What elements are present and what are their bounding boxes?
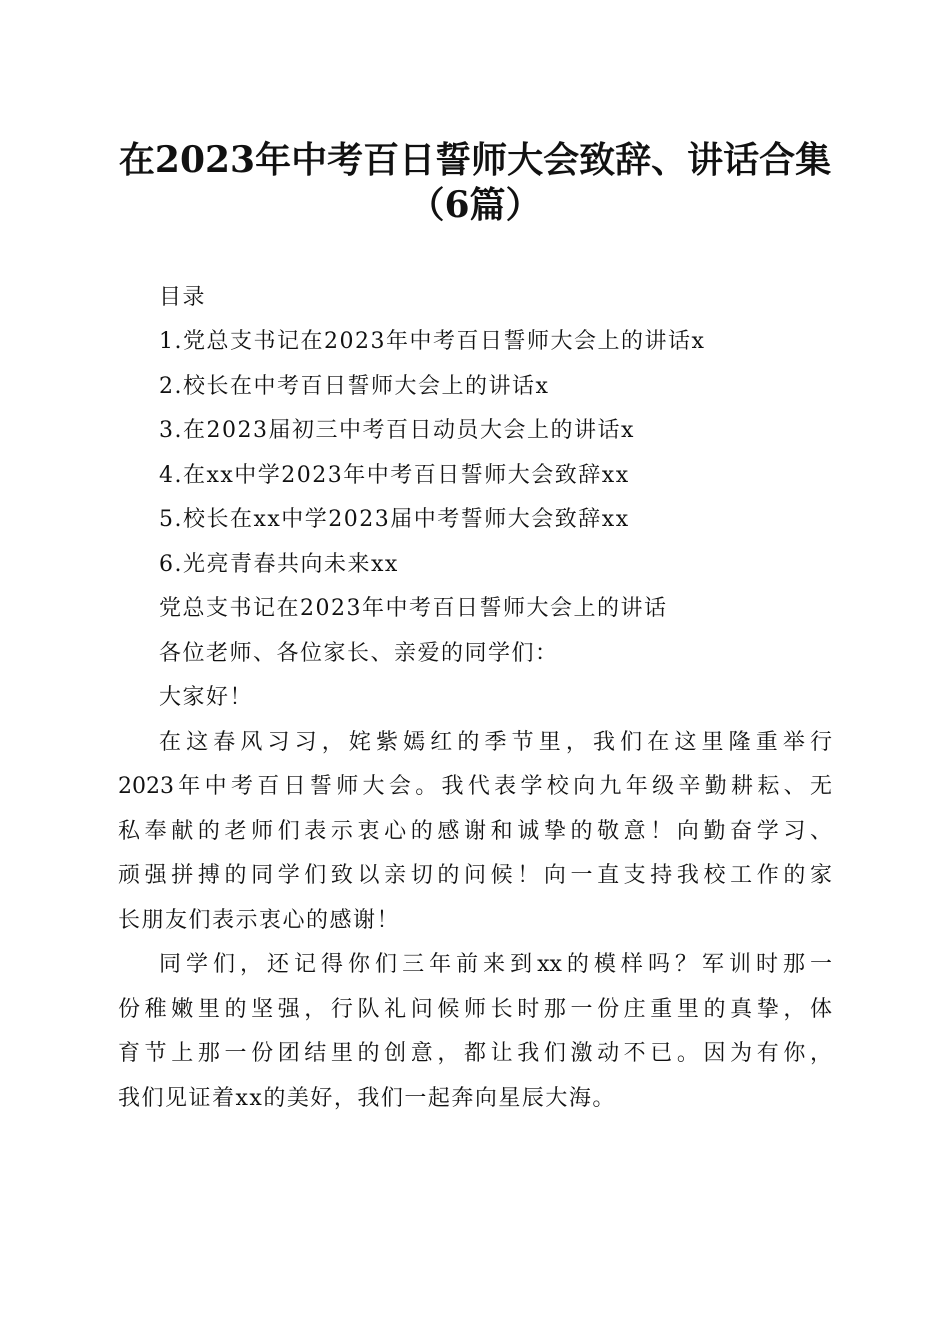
section-title: 党总支书记在2023年中考百日誓师大会上的讲话	[159, 596, 668, 621]
toc-item: 6.光亮青春共向未来xx	[159, 552, 399, 577]
document-title: 在2023年中考百日誓师大会致辞、讲话合集	[118, 139, 832, 181]
document-title-subtitle: （6篇）	[408, 184, 542, 226]
paragraph-line: 长朋友们表示衷心的感谢！	[118, 908, 401, 933]
paragraph-line: 顽强拼搏的同学们致以亲切的问候！向一直支持我校工作的家	[118, 863, 832, 888]
greeting: 大家好！	[159, 685, 254, 710]
paragraph-line: 2023年中考百日誓师大会。我代表学校向九年级辛勤耕耘、无	[118, 774, 832, 799]
paragraph-line: 份稚嫩里的坚强，行队礼问候师长时那一份庄重里的真挚，体	[118, 997, 832, 1022]
salutation: 各位老师、各位家长、亲爱的同学们：	[159, 641, 559, 666]
paragraph-line: 我们见证着xx的美好，我们一起奔向星辰大海。	[118, 1086, 616, 1111]
toc-item: 2.校长在中考百日誓师大会上的讲话x	[159, 374, 550, 399]
paragraph-line: 同学们，还记得你们三年前来到xx的模样吗？军训时那一	[159, 952, 832, 977]
toc-item: 1.党总支书记在2023年中考百日誓师大会上的讲话x	[159, 329, 706, 354]
paragraph-line: 在这春风习习，姹紫嫣红的季节里，我们在这里隆重举行	[159, 730, 832, 755]
toc-item: 3.在2023届初三中考百日动员大会上的讲话x	[159, 418, 635, 443]
toc-item: 4.在xx中学2023年中考百日誓师大会致辞xx	[159, 463, 630, 488]
paragraph-line: 私奉献的老师们表示衷心的感谢和诚挚的敬意！向勤奋学习、	[118, 819, 832, 844]
paragraph-line: 育节上那一份团结里的创意，都让我们激动不已。因为有你，	[118, 1041, 832, 1066]
toc-heading: 目录	[159, 285, 207, 310]
toc-item: 5.校长在xx中学2023届中考誓师大会致辞xx	[159, 507, 630, 532]
